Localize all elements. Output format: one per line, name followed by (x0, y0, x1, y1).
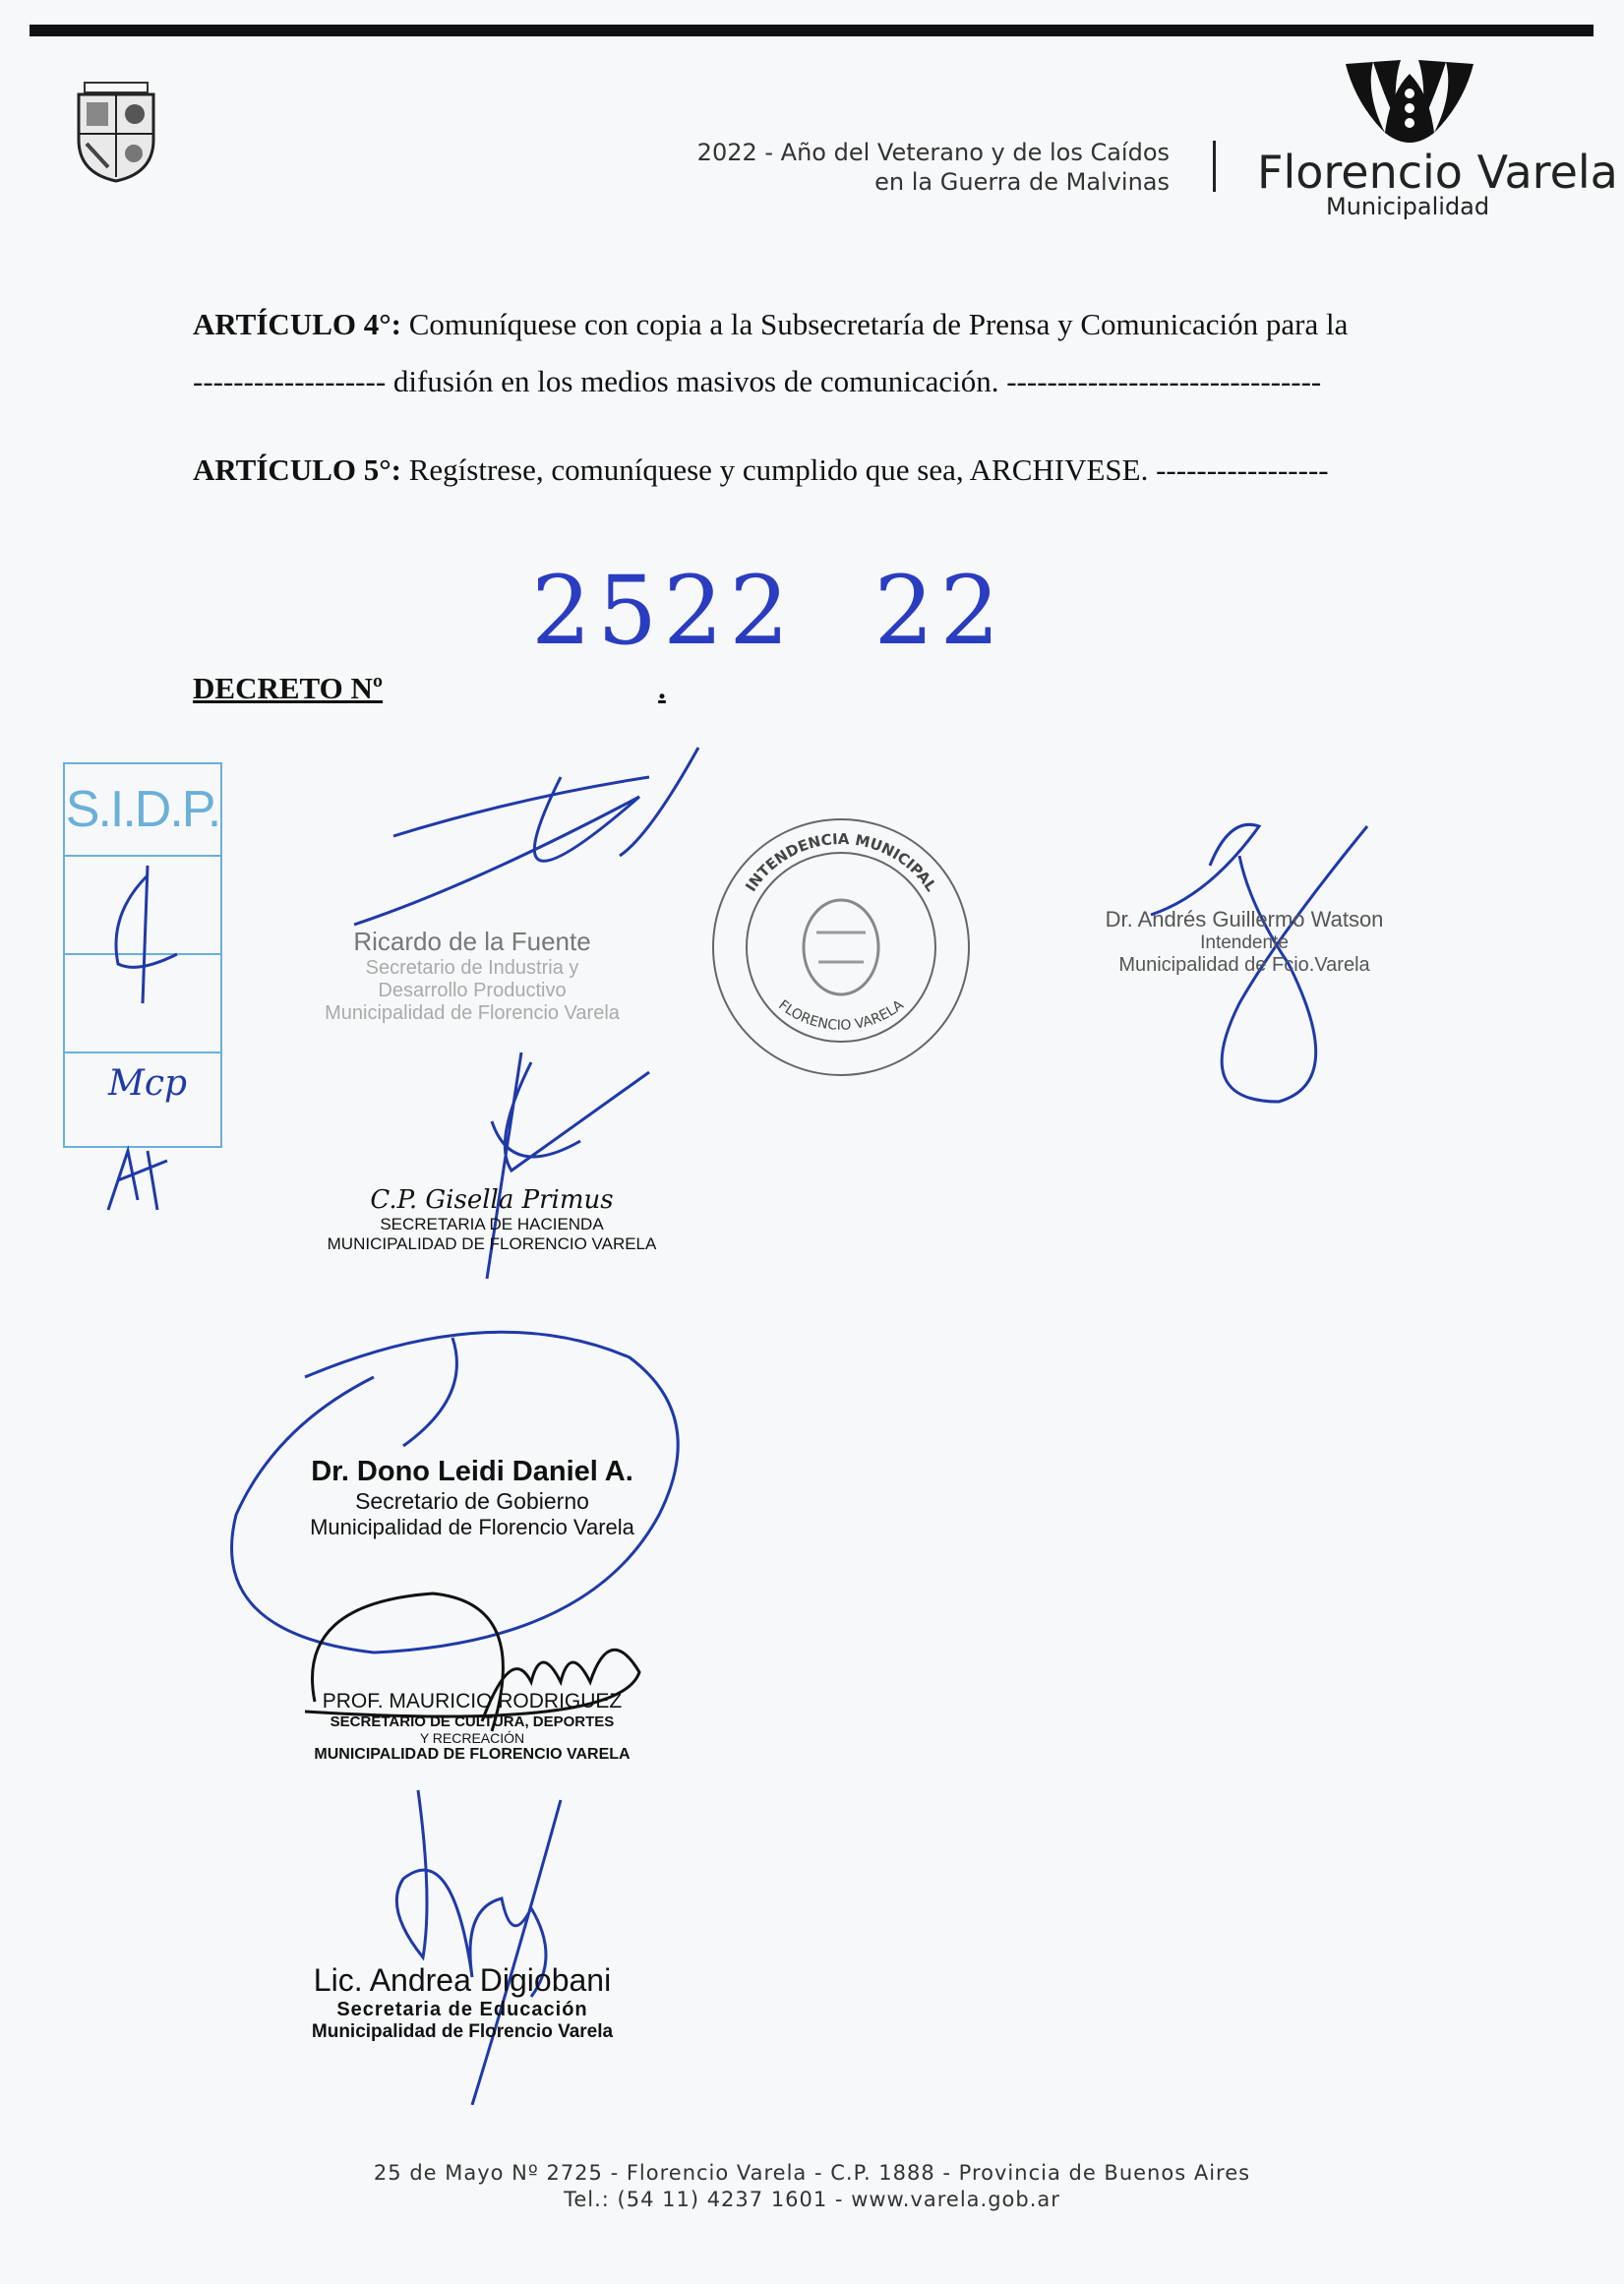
leidi-role-1: Secretario de Gobierno (355, 1488, 589, 1514)
rodriguez-role-2: Y RECREACIÓN (419, 1730, 525, 1746)
article-5-label: ARTÍCULO 5°: (193, 452, 401, 487)
decree-number-stamp (531, 556, 1005, 666)
sidp-handwritten-mark (89, 856, 207, 1013)
footer-contact: Tel.: (54 11) 4237 1601 - www.varela.gob.ar (564, 2188, 1060, 2211)
article-5 (193, 451, 1472, 490)
decree-number: 2522 (531, 556, 796, 666)
rodriguez-name: PROF. MAURICIO RODRIGUEZ (322, 1690, 623, 1713)
signatory-rodriguez (295, 1690, 649, 1764)
leidi-name: Dr. Dono Leidi Daniel A. (311, 1456, 633, 1487)
digiobani-role-2: Municipalidad de Florencio Varela (311, 2021, 614, 2042)
seal-bottom-text: FLORENCIO VARELA (775, 996, 907, 1034)
signature-digiobani (364, 1780, 590, 2105)
article-4-line-1: Comuníquese con copia a la Subsecretaría de Prensa y Comunicación para la (400, 307, 1349, 341)
brand-name: Florencio Varela (1257, 146, 1618, 199)
brand-subtitle: Municipalidad (1326, 193, 1490, 220)
municipal-crest-icon (71, 79, 161, 185)
fuente-role-1: Secretario de Industria y (365, 957, 579, 979)
decree-year: 22 (873, 556, 1006, 666)
florencio-varela-logo-icon (1336, 54, 1483, 152)
signatory-watson (1062, 907, 1426, 977)
signature-fuente (325, 738, 718, 934)
footer-address: 25 de Mayo Nº 2725 - Florencio Varela - C.P. 1888 - Provincia de Buenos Aires (373, 2161, 1251, 2185)
header-divider (1213, 141, 1216, 192)
digiobani-role-1: Secretaria de Educación (336, 1999, 588, 2020)
decree-label-text: DECRETO Nº (193, 671, 384, 705)
signatory-fuente (285, 927, 659, 1025)
primus-name: C.P. Gisella Primus (370, 1185, 614, 1215)
watson-name: Dr. Andrés Guillermo Watson (1105, 907, 1384, 932)
motto-line-2: en la Guerra de Malvinas (874, 168, 1170, 196)
primus-role-2: MUNICIPALIDAD DE FLORENCIO VARELA (327, 1234, 657, 1253)
year-motto (697, 138, 1170, 197)
initial-scribble (98, 1141, 177, 1220)
fuente-role-2: Desarrollo Productivo (378, 980, 567, 1001)
article-4-label: ARTÍCULO 4°: (193, 307, 401, 341)
leidi-role-2: Municipalidad de Florencio Varela (310, 1515, 634, 1539)
rodriguez-role-1: SECRETARIO DE CULTURA, DEPORTES (330, 1713, 615, 1730)
article-4 (193, 305, 1472, 344)
motto-line-1: 2022 - Año del Veterano y de los Caídos (696, 139, 1170, 166)
article-5-text: Regístrese, comuníquese y cumplido que sea, ARCHIVESE. ----------------- (400, 452, 1329, 487)
rodriguez-role-3: MUNICIPALIDAD DE FLORENCIO VARELA (314, 1746, 631, 1763)
primus-role-1: SECRETARIA DE HACIENDA (380, 1215, 604, 1233)
seal-top-text: INTENDENCIA MUNICIPAL (742, 829, 940, 895)
municipal-seal (708, 814, 974, 1080)
watson-role-2: Municipalidad de Fcio.Varela (1118, 954, 1370, 976)
watson-role-1: Intendente (1200, 932, 1289, 953)
svg-text:FLORENCIO VARELA (775, 997, 907, 1034)
signatory-leidi (275, 1456, 669, 1540)
article-4-line-2: ------------------- difusión en los medios masivos de comunicación. ------------------------------- (193, 364, 1322, 398)
signatory-primus (295, 1185, 689, 1254)
digiobani-name: Lic. Andrea Digiobani (313, 1962, 612, 1998)
decree-label: DECRETO Nº . (193, 671, 666, 705)
fuente-role-3: Municipalidad de Florencio Varela (325, 1002, 620, 1024)
top-rule (30, 25, 1594, 36)
sidp-initials: Mcp (108, 1063, 188, 1104)
signatory-digiobani (295, 1962, 630, 2043)
sidp-title: S.I.D.P. (65, 764, 220, 857)
fuente-name: Ricardo de la Fuente (353, 927, 591, 956)
